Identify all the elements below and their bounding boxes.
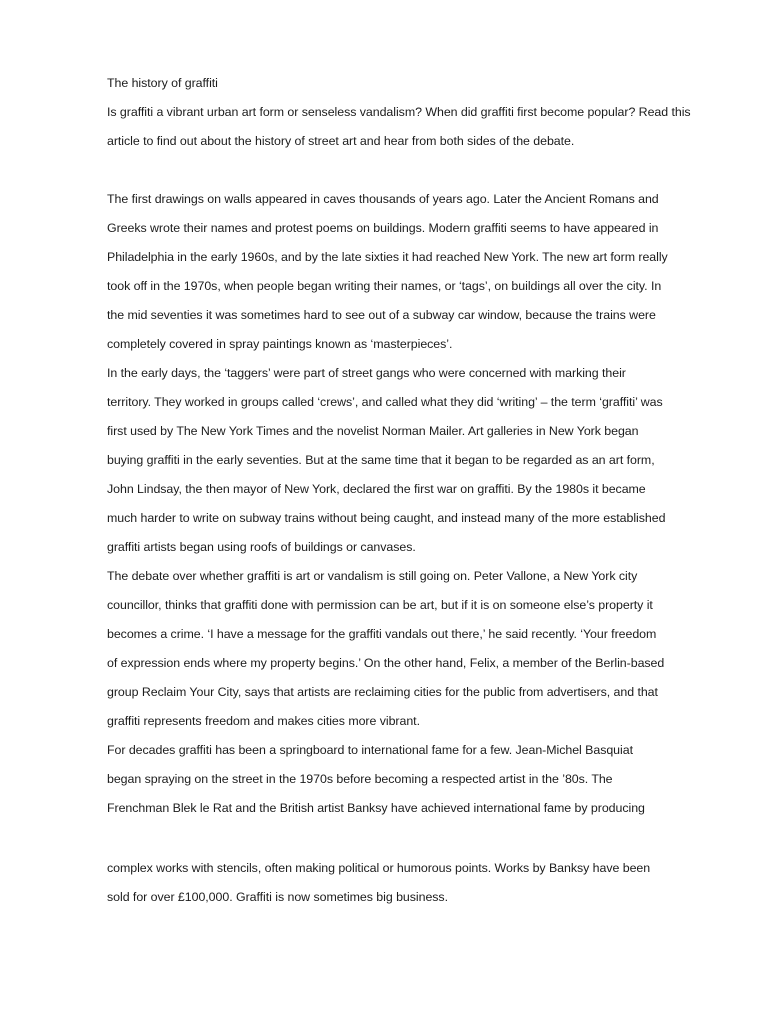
text-line-p2-2: territory. They worked in groups called ‘crews’, and called what they did ‘writing’ – the term ‘graffiti’ was (107, 395, 663, 409)
text-line-p2-5: John Lindsay, the then mayor of New York, declared the first war on graffiti. By the 1980s it became (107, 482, 646, 496)
text-line-p4-4: complex works with stencils, often making political or humorous points. Works by Banksy have been (107, 861, 651, 875)
text-line-p2-1: In the early days, the ‘taggers’ were part of street gangs who were concerned with marking their (107, 366, 626, 380)
text-line-intro-1: Is graffiti a vibrant urban art form or senseless vandalism? When did graffiti first become popular? Read this (107, 105, 691, 119)
text-line-intro-2: article to find out about the history of street art and hear from both sides of the debate. (107, 134, 575, 148)
text-line-p3-1: The debate over whether graffiti is art or vandalism is still going on. Peter Vallone, a New York city (107, 569, 638, 583)
text-line-p3-6: graffiti represents freedom and makes cities more vibrant. (107, 714, 420, 728)
text-line-p1-4: took off in the 1970s, when people began writing their names, or ‘tags’, on buildings all over the city. In (107, 279, 662, 293)
text-line-p4-3: Frenchman Blek le Rat and the British artist Banksy have achieved international fame by producing (107, 801, 645, 815)
text-line-p3-5: group Reclaim Your City, says that artists are reclaiming cities for the public from advertisers, and that (107, 685, 658, 699)
text-line-p2-4: buying graffiti in the early seventies. But at the same time that it began to be regarded as an art form, (107, 453, 655, 467)
text-line-p1-5: the mid seventies it was sometimes hard to see out of a subway car window, because the trains were (107, 308, 656, 322)
text-line-p4-1: For decades graffiti has been a springboard to international fame for a few. Jean-Michel Basquiat (107, 743, 633, 757)
text-line-p2-6: much harder to write on subway trains without being caught, and instead many of the more established (107, 511, 666, 525)
text-line-p3-2: councillor, thinks that graffiti done with permission can be art, but if it is on someone else’s property it (107, 598, 653, 612)
text-line-p1-1: The first drawings on walls appeared in caves thousands of years ago. Later the Ancient Romans and (107, 192, 659, 206)
text-line-p2-3: first used by The New York Times and the novelist Norman Mailer. Art galleries in New York began (107, 424, 639, 438)
text-line-p1-2: Greeks wrote their names and protest poems on buildings. Modern graffiti seems to have appeared in (107, 221, 659, 235)
text-line-p4-2: began spraying on the street in the 1970s before becoming a respected artist in the ’80s. The (107, 772, 613, 786)
text-line-p2-7: graffiti artists began using roofs of buildings or canvases. (107, 540, 416, 554)
text-line-p3-3: becomes a crime. ‘I have a message for the graffiti vandals out there,’ he said recently. ‘Your freedom (107, 627, 657, 641)
text-line-p1-6: completely covered in spray paintings known as ‘masterpieces’. (107, 337, 453, 351)
text-line-p3-4: of expression ends where my property begins.’ On the other hand, Felix, a member of the Berlin-based (107, 656, 665, 670)
document-title: The history of graffiti (107, 76, 218, 90)
text-line-p1-3: Philadelphia in the early 1960s, and by the late sixties it had reached New York. The new art form really (107, 250, 668, 264)
text-line-p4-5: sold for over £100,000. Graffiti is now sometimes big business. (107, 890, 448, 904)
